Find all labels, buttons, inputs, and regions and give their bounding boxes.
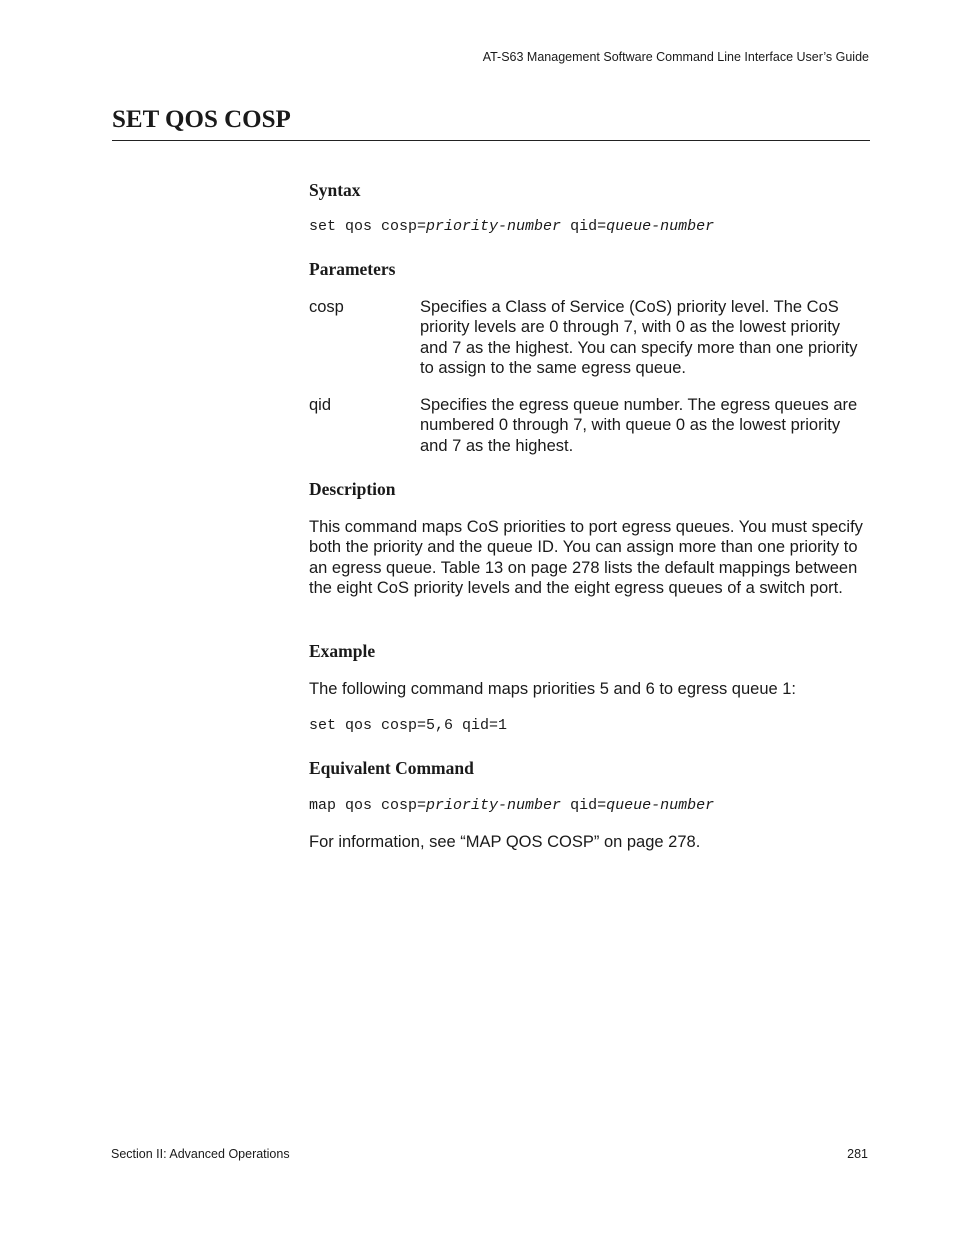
equivalent-arg-queue: queue-number <box>606 797 715 814</box>
footer-page-number: 281 <box>847 1147 868 1161</box>
syntax-arg-queue: queue-number <box>606 218 715 235</box>
title-rule <box>112 140 870 141</box>
parameters-heading: Parameters <box>309 259 396 279</box>
footer-section: Section II: Advanced Operations <box>111 1147 290 1161</box>
description-text: This command maps CoS priorities to port egress queues. You must specify both the priority and the queue ID. You can assign more than one priority to an egress queue. Table 13 on page 278 lists the default mappings between the eight CoS priority levels and the eight egress queues of a switch port. <box>309 518 863 598</box>
param-desc-cosp: Specifies a Class of Service (CoS) priority level. The CoS priority levels are 0 through 7, with 0 as the lowest priority and 7 as the highest. You can specify more than one priority to assign to the same egress queue. <box>420 298 858 378</box>
syntax-cmd-part2: qid= <box>561 218 607 235</box>
syntax-heading: Syntax <box>309 180 361 200</box>
syntax-arg-priority: priority-number <box>426 218 562 235</box>
param-name-cosp: cosp <box>309 298 344 316</box>
example-text: The following command maps priorities 5 and 6 to egress queue 1: <box>309 680 797 698</box>
equivalent-heading: Equivalent Command <box>309 758 474 778</box>
param-desc-qid: Specifies the egress queue number. The egress queues are numbered 0 through 7, with queue 0 as the lowest priority and 7 as the highest. <box>420 396 858 455</box>
equivalent-cmd-part2: qid= <box>561 797 607 814</box>
page-title: SET QOS COSP <box>112 106 291 133</box>
example-heading: Example <box>309 641 376 661</box>
description-heading: Description <box>309 479 396 499</box>
example-code: set qos cosp=5,6 qid=1 <box>309 717 508 734</box>
equivalent-note: For information, see “MAP QOS COSP” on page 278. <box>309 833 701 851</box>
param-name-qid: qid <box>309 396 332 414</box>
equivalent-arg-priority: priority-number <box>426 797 562 814</box>
equivalent-cmd-part1: map qos cosp= <box>309 797 427 814</box>
syntax-cmd-part1: set qos cosp= <box>309 218 427 235</box>
running-header: AT-S63 Management Software Command Line Interface User’s Guide <box>482 50 869 64</box>
syntax-code <box>309 218 714 235</box>
equivalent-code <box>309 797 714 814</box>
